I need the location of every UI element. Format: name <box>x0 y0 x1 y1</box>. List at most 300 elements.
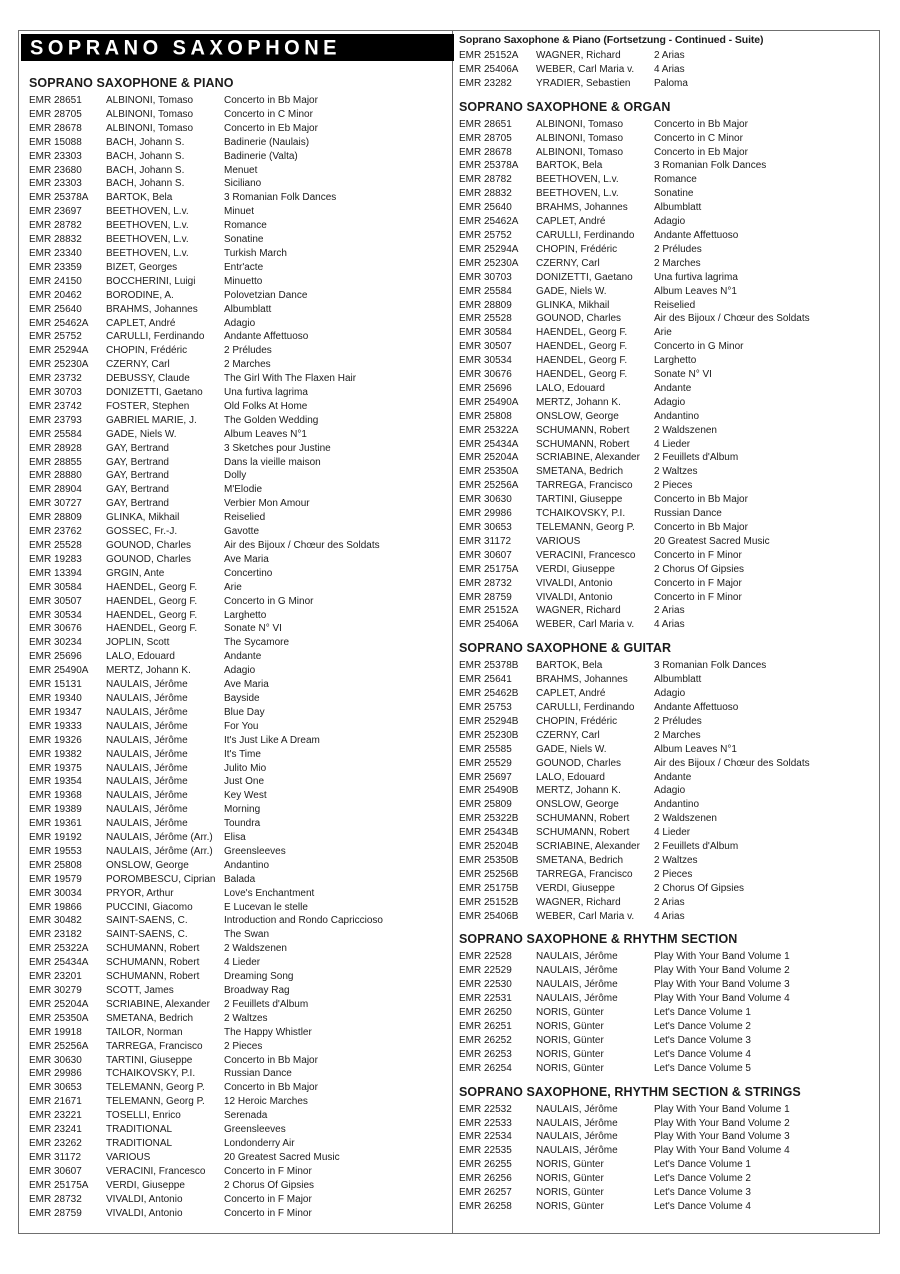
composer-cell: TARREGA, Francisco <box>536 868 633 880</box>
catalog-number-cell: EMR 30607 <box>459 549 512 561</box>
composer-cell: TELEMANN, Georg P. <box>106 1096 205 1108</box>
piece-title-cell: 2 Feuillets d'Album <box>224 998 309 1010</box>
table-row <box>459 1020 871 1034</box>
composer-cell: NAULAIS, Jérôme <box>106 776 188 788</box>
table-row <box>29 692 443 706</box>
catalog-number-cell: EMR 23303 <box>29 178 82 190</box>
catalog-number-cell: EMR 26254 <box>459 1062 512 1074</box>
piece-title-cell: Arie <box>654 327 672 339</box>
catalog-number-cell: EMR 25152B <box>459 896 519 908</box>
table-row <box>29 678 443 692</box>
table-row <box>459 784 871 798</box>
catalog-number-cell: EMR 28782 <box>29 220 82 232</box>
catalog-number-cell: EMR 30034 <box>29 887 82 899</box>
composer-cell: POROMBESCU, Ciprian <box>106 873 216 885</box>
catalog-number-cell: EMR 28832 <box>459 188 512 200</box>
piece-title-cell: Adagio <box>654 216 686 228</box>
table-row <box>29 845 443 859</box>
catalog-number-cell: EMR 19361 <box>29 818 82 830</box>
piece-title-cell: Concerto in Bb Major <box>654 118 748 130</box>
composer-cell: ALBINONI, Tomaso <box>536 118 624 130</box>
piece-title-cell: Andantino <box>224 859 270 871</box>
piece-title-cell: 2 Feuillets d'Album <box>654 841 739 853</box>
piece-title-cell: Let's Dance Volume 2 <box>654 1021 751 1032</box>
catalog-number-cell: EMR 25808 <box>29 859 82 871</box>
catalog-number-cell: EMR 25752 <box>459 229 512 241</box>
catalog-number-cell: EMR 30584 <box>459 327 512 339</box>
table-row <box>29 275 443 289</box>
piece-title-cell: Andante <box>654 771 692 783</box>
table-row <box>29 219 443 233</box>
catalog-number-cell: EMR 28809 <box>29 512 82 524</box>
composer-cell: HAENDEL, Georg F. <box>536 327 628 339</box>
piece-title-cell: Andantino <box>654 410 700 422</box>
table-row <box>459 563 871 577</box>
composer-cell: GOUNOD, Charles <box>106 553 192 565</box>
table-row <box>459 438 871 452</box>
catalog-number-cell: EMR 23241 <box>29 1124 82 1136</box>
composer-cell: HAENDEL, Georg F. <box>106 581 198 593</box>
catalog-number-cell: EMR 25294A <box>29 345 89 357</box>
catalog-number-cell: EMR 23359 <box>29 261 82 273</box>
catalog-number-cell: EMR 25256B <box>459 868 519 880</box>
composer-cell: HAENDEL, Georg F. <box>536 369 628 381</box>
piece-title-cell: It's Time <box>224 748 261 760</box>
table-row <box>29 233 443 247</box>
composer-cell: BRAHMS, Johannes <box>106 303 198 315</box>
piece-title-cell: E Lucevan le stelle <box>224 901 308 913</box>
piece-title-cell: Concerto in Eb Major <box>654 146 748 158</box>
catalog-number-cell: EMR 30482 <box>29 915 82 927</box>
composer-cell: BARTOK, Bela <box>106 192 173 204</box>
piece-title-cell: Gavotte <box>224 526 260 538</box>
composer-cell: GADE, Niels W. <box>536 743 607 755</box>
piece-title-cell: 2 Préludes <box>654 243 702 255</box>
catalog-number-cell: EMR 28880 <box>29 470 82 482</box>
piece-title-cell: Larghetto <box>224 609 267 621</box>
table-row <box>29 497 443 511</box>
composer-cell: TARTINI, Giuseppe <box>536 494 623 506</box>
catalog-number-cell: EMR 30507 <box>459 341 512 353</box>
piece-title-cell: Morning <box>224 804 261 816</box>
piece-title-cell: 2 Marches <box>654 729 701 741</box>
composer-cell: GOUNOD, Charles <box>536 313 622 325</box>
table-row <box>459 1158 871 1172</box>
composer-cell: TCHAIKOVSKY, P.I. <box>536 508 626 520</box>
piece-title-cell: 12 Heroic Marches <box>224 1096 308 1108</box>
catalog-number-cell: EMR 19340 <box>29 692 82 704</box>
table-row <box>459 1144 871 1158</box>
composer-cell: CHOPIN, Frédéric <box>536 243 618 255</box>
composer-cell: HAENDEL, Georg F. <box>106 623 198 635</box>
piece-title-cell: Adagio <box>654 688 686 700</box>
composer-cell: TARREGA, Francisco <box>106 1040 203 1052</box>
catalog-number-cell: EMR 25322B <box>459 813 519 825</box>
table-row <box>29 1123 443 1137</box>
composer-cell: BEETHOVEN, L.v. <box>536 174 619 186</box>
piece-title-cell: 4 Lieder <box>654 827 691 839</box>
piece-title-cell: Concerto in Bb Major <box>224 1054 318 1066</box>
piece-title-cell: Album Leaves N°1 <box>224 428 307 440</box>
table-row <box>459 729 871 743</box>
table-row <box>459 173 871 187</box>
piece-title-cell: Play With Your Band Volume 2 <box>654 965 790 977</box>
piece-title-cell: Albumblatt <box>654 202 702 214</box>
table-row <box>29 1137 443 1151</box>
composer-cell: NAULAIS, Jérôme (Arr.) <box>106 845 213 857</box>
piece-title-cell: Andante <box>224 651 262 663</box>
table-row <box>29 317 443 331</box>
table-row <box>29 859 443 873</box>
table-row <box>459 549 871 563</box>
table-row <box>29 998 443 1012</box>
table-row <box>29 108 443 122</box>
table-row <box>459 812 871 826</box>
piece-title-cell: Adagio <box>654 396 686 408</box>
composer-cell: TARTINI, Giuseppe <box>106 1054 193 1066</box>
composer-cell: BEETHOVEN, L.v. <box>106 234 189 246</box>
composer-cell: SCHUMANN, Robert <box>536 424 630 436</box>
table-row <box>459 1130 871 1144</box>
catalog-number-cell: EMR 28782 <box>459 174 512 186</box>
composer-cell: TELEMANN, Georg P. <box>106 1082 205 1094</box>
catalog-number-cell: EMR 30234 <box>29 637 82 649</box>
composer-cell: VIVALDI, Antonio <box>536 577 613 589</box>
composer-cell: VERDI, Giuseppe <box>536 882 615 894</box>
section-heading: SOPRANO SAXOPHONE & ORGAN <box>459 99 671 114</box>
catalog-number-cell: EMR 25175A <box>29 1179 89 1191</box>
catalog-number-cell: EMR 25462A <box>459 216 519 228</box>
composer-cell: CARULLI, Ferdinando <box>106 331 205 343</box>
composer-cell: NAULAIS, Jérôme <box>106 692 188 704</box>
catalog-number-cell: EMR 25490A <box>29 665 89 677</box>
table-row <box>459 1034 871 1048</box>
piece-title-cell: Ave Maria <box>224 553 269 565</box>
composer-cell: CZERNY, Carl <box>106 359 170 371</box>
table-row <box>459 521 871 535</box>
composer-cell: NAULAIS, Jérôme <box>106 734 188 746</box>
catalog-number-cell: EMR 31172 <box>29 1151 82 1163</box>
piece-title-cell: Reiselied <box>654 299 696 311</box>
piece-title-cell: Albumblatt <box>654 674 702 686</box>
piece-title-cell: Adagio <box>224 317 256 329</box>
table-row <box>29 775 443 789</box>
composer-cell: SCRIABINE, Alexander <box>106 998 210 1010</box>
table-row <box>459 410 871 424</box>
table-row <box>29 748 443 762</box>
catalog-number-cell: EMR 31172 <box>459 535 512 547</box>
table-row <box>459 1186 871 1200</box>
catalog-number-cell: EMR 28678 <box>29 122 82 134</box>
table-row <box>29 1193 443 1207</box>
composer-cell: GAY, Bertrand <box>106 484 169 496</box>
catalog-number-cell: EMR 30584 <box>29 581 82 593</box>
table-row <box>29 956 443 970</box>
catalog-column-left <box>29 67 443 1220</box>
table-row <box>459 285 871 299</box>
piece-title-cell: Dans la vieille maison <box>224 456 321 468</box>
composer-cell: BACH, Johann S. <box>106 164 185 176</box>
piece-title-cell: Sonate N° VI <box>654 369 712 381</box>
table-row <box>29 289 443 303</box>
composer-cell: CARULLI, Ferdinando <box>536 701 635 713</box>
composer-cell: SMETANA, Bedrich <box>536 854 624 866</box>
composer-cell: LALO, Edouard <box>106 651 175 663</box>
piece-title-cell: 2 Waltzes <box>654 854 698 866</box>
table-row <box>29 1207 443 1221</box>
table-row <box>29 567 443 581</box>
table-row <box>29 191 443 205</box>
catalog-number-cell: EMR 25641 <box>459 674 512 686</box>
catalog-number-cell: EMR 22531 <box>459 993 512 1005</box>
table-row <box>459 118 871 132</box>
catalog-number-cell: EMR 25584 <box>459 285 512 297</box>
composer-cell: GADE, Niels W. <box>536 285 607 297</box>
catalog-number-cell: EMR 25378B <box>459 660 519 672</box>
piece-title-cell: 3 Romanian Folk Dances <box>654 160 767 172</box>
composer-cell: YRADIER, Sebastien <box>536 77 631 89</box>
catalog-number-cell: EMR 15088 <box>29 136 82 148</box>
table-row <box>459 159 871 173</box>
catalog-number-cell: EMR 23742 <box>29 400 82 412</box>
piece-title-cell: 20 Greatest Sacred Music <box>224 1151 340 1163</box>
catalog-number-cell: EMR 25406A <box>459 63 519 75</box>
piece-title-cell: The Girl With The Flaxen Hair <box>224 373 357 385</box>
catalog-number-cell: EMR 25230B <box>459 729 519 741</box>
piece-title-cell: Concerto in C Minor <box>654 132 743 144</box>
table-row <box>29 553 443 567</box>
piece-title-cell: M'Elodie <box>224 484 263 496</box>
composer-cell: SCHUMANN, Robert <box>536 813 630 825</box>
composer-cell: NAULAIS, Jérôme <box>106 748 188 760</box>
piece-title-cell: Una furtiva lagrima <box>224 387 308 399</box>
catalog-number-cell: EMR 22532 <box>459 1103 512 1115</box>
catalog-number-cell: EMR 19918 <box>29 1026 82 1038</box>
composer-cell: VIVALDI, Antonio <box>106 1193 183 1205</box>
catalog-number-cell: EMR 25350B <box>459 854 519 866</box>
catalog-number-cell: EMR 25808 <box>459 410 512 422</box>
catalog-number-cell: EMR 19382 <box>29 748 82 760</box>
table-row <box>29 1081 443 1095</box>
composer-cell: SCRIABINE, Alexander <box>536 841 640 853</box>
catalog-number-cell: EMR 19354 <box>29 776 82 788</box>
catalog-number-cell: EMR 25584 <box>29 428 82 440</box>
catalog-number-cell: EMR 25696 <box>459 382 512 394</box>
catalog-number-cell: EMR 15131 <box>29 679 82 691</box>
catalog-number-cell: EMR 23340 <box>29 247 82 259</box>
composer-cell: DONIZETTI, Gaetano <box>106 387 203 399</box>
table-row <box>459 493 871 507</box>
piece-title-cell: Play With Your Band Volume 1 <box>654 1103 790 1115</box>
table-row <box>29 261 443 275</box>
composer-cell: GAY, Bertrand <box>106 442 169 454</box>
piece-title-cell: Concertino <box>224 567 273 579</box>
table-row <box>459 854 871 868</box>
table-row <box>29 887 443 901</box>
piece-title-cell: Adagio <box>224 665 256 677</box>
composer-cell: BACH, Johann S. <box>106 178 185 190</box>
composer-cell: DONIZETTI, Gaetano <box>536 271 633 283</box>
piece-title-cell: Concerto in C Minor <box>224 108 313 120</box>
piece-title-cell: 3 Sketches pour Justine <box>224 442 331 454</box>
piece-title-cell: 2 Pieces <box>224 1040 263 1052</box>
catalog-number-cell: EMR 26251 <box>459 1021 512 1032</box>
composer-cell: VIVALDI, Antonio <box>106 1207 183 1219</box>
composer-cell: HAENDEL, Georg F. <box>536 341 628 353</box>
piece-title-cell: Verbier Mon Amour <box>224 498 310 510</box>
piece-title-cell: 4 Arias <box>654 63 685 75</box>
table-row <box>29 400 443 414</box>
piece-title-cell: Let's Dance Volume 5 <box>654 1062 751 1074</box>
composer-cell: NAULAIS, Jérôme <box>536 1145 618 1157</box>
catalog-number-cell: EMR 28759 <box>459 591 512 603</box>
piece-title-cell: Concerto in F Minor <box>224 1207 312 1219</box>
composer-cell: DEBUSSY, Claude <box>106 373 190 385</box>
piece-title-cell: Let's Dance Volume 4 <box>654 1048 751 1060</box>
catalog-number-cell: EMR 25256A <box>29 1040 89 1052</box>
table-row <box>459 1062 871 1076</box>
table-row <box>29 803 443 817</box>
catalog-number-cell: EMR 28651 <box>29 95 82 106</box>
table-row <box>459 326 871 340</box>
composer-cell: FOSTER, Stephen <box>106 400 190 412</box>
composer-cell: BEETHOVEN, L.v. <box>106 247 189 259</box>
table-row <box>459 215 871 229</box>
piece-title-cell: Bayside <box>224 692 260 704</box>
table-row <box>29 1109 443 1123</box>
table-row <box>459 1103 871 1117</box>
table-row <box>29 456 443 470</box>
composer-cell: SMETANA, Bedrich <box>106 1012 194 1024</box>
catalog-number-cell: EMR 30676 <box>29 623 82 635</box>
piece-title-cell: Paloma <box>654 77 688 89</box>
piece-title-cell: Love's Enchantment <box>224 887 315 899</box>
catalog-number-cell: EMR 22535 <box>459 1145 512 1157</box>
piece-title-cell: Let's Dance Volume 1 <box>654 1007 751 1019</box>
table-row <box>29 873 443 887</box>
piece-title-cell: Album Leaves N°1 <box>654 743 737 755</box>
table-row <box>29 901 443 915</box>
table-row <box>29 372 443 386</box>
section-heading: SOPRANO SAXOPHONE & PIANO <box>29 76 234 90</box>
table-row <box>29 136 443 150</box>
catalog-number-cell: EMR 21671 <box>29 1096 82 1108</box>
piece-title-cell: 2 Marches <box>654 257 701 269</box>
table-row <box>459 396 871 410</box>
piece-title-cell: 2 Arias <box>654 605 685 617</box>
composer-cell: VERACINI, Francesco <box>536 549 636 561</box>
piece-title-cell: 2 Waldszenen <box>654 424 717 436</box>
title-bar <box>21 34 454 61</box>
table-row <box>459 868 871 882</box>
table-row <box>459 577 871 591</box>
composer-cell: PRYOR, Arthur <box>106 887 174 899</box>
catalog-number-cell: EMR 29986 <box>459 508 512 520</box>
catalog-number-cell: EMR 28855 <box>29 456 82 468</box>
catalog-number-cell: EMR 25809 <box>459 799 512 811</box>
table-row <box>29 762 443 776</box>
piece-title-cell: Concerto in F Minor <box>654 591 742 603</box>
composer-cell: SCRIABINE, Alexander <box>536 452 640 464</box>
composer-cell: NORIS, Günter <box>536 1159 604 1171</box>
composer-cell: NAULAIS, Jérôme <box>536 1131 618 1143</box>
table-row <box>29 539 443 553</box>
table-row <box>459 187 871 201</box>
piece-title-cell: Play With Your Band Volume 1 <box>654 951 790 963</box>
composer-cell: NAULAIS, Jérôme <box>536 965 618 977</box>
table-row <box>459 451 871 465</box>
composer-cell: BRAHMS, Johannes <box>536 202 628 214</box>
table-row <box>29 650 443 664</box>
catalog-number-cell: EMR 25528 <box>459 313 512 325</box>
table-row <box>459 978 871 992</box>
composer-cell: BARTOK, Bela <box>536 660 603 672</box>
composer-cell: TCHAIKOVSKY, P.I. <box>106 1068 196 1080</box>
catalog-number-cell: EMR 26255 <box>459 1159 512 1171</box>
catalog-number-cell: EMR 22534 <box>459 1131 512 1143</box>
catalog-number-cell: EMR 19579 <box>29 873 82 885</box>
piece-title-cell: Old Folks At Home <box>224 400 308 412</box>
composer-cell: JOPLIN, Scott <box>106 637 170 649</box>
composer-cell: SAINT-SAENS, C. <box>106 915 188 927</box>
catalog-number-cell: EMR 13394 <box>29 567 82 579</box>
composer-cell: SAINT-SAENS, C. <box>106 929 188 941</box>
piece-title-cell: 2 Arias <box>654 50 685 61</box>
composer-cell: BACH, Johann S. <box>106 136 185 148</box>
section-heading: SOPRANO SAXOPHONE & RHYTHM SECTION <box>459 932 738 947</box>
composer-cell: HAENDEL, Georg F. <box>536 355 628 367</box>
catalog-number-cell: EMR 30607 <box>29 1165 82 1177</box>
catalog-number-cell: EMR 23282 <box>459 77 512 89</box>
catalog-number-cell: EMR 25640 <box>459 202 512 214</box>
piece-title-cell: 3 Romanian Folk Dances <box>224 192 337 204</box>
piece-title-cell: Dolly <box>224 470 247 482</box>
catalog-number-cell: EMR 30703 <box>459 271 512 283</box>
catalog-number-cell: EMR 23762 <box>29 526 82 538</box>
piece-title-cell: Sonate N° VI <box>224 623 282 635</box>
table-row <box>29 609 443 623</box>
piece-title-cell: Toundra <box>224 818 261 830</box>
piece-title-cell: Just One <box>224 776 265 788</box>
composer-cell: ONSLOW, George <box>536 410 619 422</box>
composer-cell: CAPLET, André <box>106 317 176 329</box>
catalog-number-cell: EMR 23732 <box>29 373 82 385</box>
composer-cell: VERDI, Giuseppe <box>536 563 615 575</box>
catalog-number-cell: EMR 19389 <box>29 804 82 816</box>
composer-cell: NORIS, Günter <box>536 1187 604 1199</box>
composer-cell: CZERNY, Carl <box>536 729 600 741</box>
table-row <box>459 950 871 964</box>
piece-title-cell: 2 Waltzes <box>224 1012 268 1024</box>
piece-title-cell: Badinerie (Naulais) <box>224 136 310 148</box>
composer-cell: NORIS, Günter <box>536 1062 604 1074</box>
catalog-number-cell: EMR 28832 <box>29 234 82 246</box>
composer-cell: GAY, Bertrand <box>106 470 169 482</box>
table-row <box>29 414 443 428</box>
piece-title-cell: 2 Marches <box>224 359 271 371</box>
composer-cell: GADE, Niels W. <box>106 428 177 440</box>
composer-cell: NORIS, Günter <box>536 1021 604 1032</box>
piece-title-cell: 2 Chorus Of Gipsies <box>654 882 745 894</box>
piece-title-cell: Elisa <box>224 832 246 844</box>
catalog-number-cell: EMR 25753 <box>459 701 512 713</box>
table-row <box>459 701 871 715</box>
catalog-number-cell: EMR 25528 <box>29 540 82 551</box>
catalog-number-cell: EMR 25322A <box>459 424 519 436</box>
composer-cell: NAULAIS, Jérôme <box>106 706 188 718</box>
piece-title-cell: Broadway Rag <box>224 985 290 996</box>
piece-title-cell: Andante Affettuoso <box>224 331 309 343</box>
